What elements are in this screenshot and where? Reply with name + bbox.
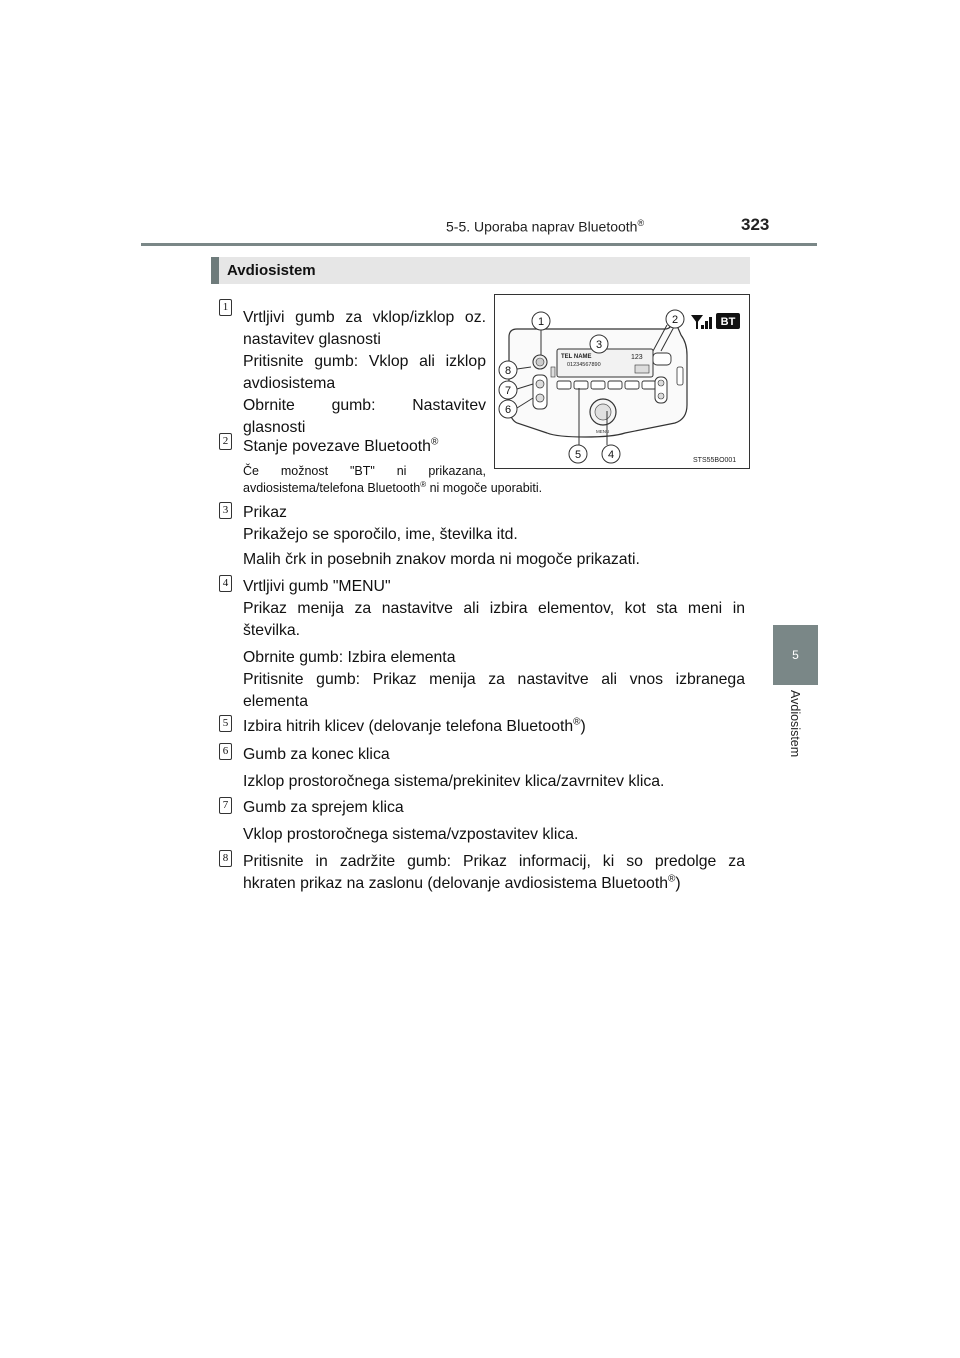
registered-mark: ® [420, 479, 427, 489]
item-1-line-6: glasnosti [243, 419, 306, 436]
item-4-title: Vrtljivi gumb "MENU" [243, 578, 391, 595]
item-5-title [243, 716, 586, 738]
preset-button-2 [574, 381, 588, 389]
preset-button-5 [625, 381, 639, 389]
registered-mark: ® [637, 218, 645, 228]
preset-button-4 [608, 381, 622, 389]
preset-button-1 [557, 381, 571, 389]
item-4-para2-line2: Pritisnite gumb: Prikaz menija za nastavitve ali vnos izbranega [243, 671, 745, 688]
preset-button-6 [642, 381, 656, 389]
item-1-line-4: avdiosistema [243, 375, 336, 392]
item-8-line-2 [243, 873, 681, 895]
header-section-text: 5-5. Uporaba naprav Bluetooth [446, 218, 638, 235]
menu-knob-center [595, 404, 611, 420]
bt-badge-text: BT [720, 316, 736, 328]
callout-3: 3 [595, 339, 603, 351]
antenna-stem-icon [696, 321, 698, 329]
item-2-note-text-b: ni mogoče uporabiti. [426, 481, 543, 495]
registered-mark: ® [668, 873, 676, 885]
item-8-line-2-text-a: hkraten prikaz na zaslonu (delovanje avdiosistema Bluetooth [243, 875, 669, 892]
item-number-8: 8 [219, 850, 232, 867]
item-2-note-text-a: avdiosistema/telefona Bluetooth [243, 481, 421, 495]
display-indicator [635, 365, 649, 373]
item-number-3: 3 [219, 502, 232, 519]
header-rule [141, 243, 817, 246]
preset-button-3 [591, 381, 605, 389]
item-3-line-2: Prikažejo se sporočilo, ime, številka itd. [243, 526, 518, 543]
display-line2: 01234567890 [567, 362, 601, 368]
item-4-para2-line1: Obrnite gumb: Izbira elementa [243, 649, 456, 666]
callout-8: 8 [504, 365, 512, 377]
signal-bar-3-icon [709, 317, 712, 329]
display-side-button [551, 367, 555, 377]
power-knob-center [536, 358, 544, 366]
item-2-title [243, 436, 438, 458]
registered-mark: ® [430, 436, 439, 448]
item-1-line-1: Vrtljivi gumb za vklop/izklop oz. [243, 309, 486, 326]
right-edge-slot [677, 367, 683, 385]
item-number-4: 4 [219, 575, 232, 592]
right-button-upper [658, 380, 664, 386]
item-3-title: Prikaz [243, 504, 287, 521]
callout-7: 7 [504, 385, 512, 397]
item-1-line-2: nastavitev glasnosti [243, 331, 381, 348]
audio-unit-illustration [495, 295, 749, 468]
item-7-detail: Vklop prostoročnega sistema/vzpostavitev klica. [243, 826, 579, 843]
menu-label: MENU [596, 429, 610, 434]
item-number-6: 6 [219, 743, 232, 760]
callout-5: 5 [574, 449, 582, 461]
signal-bar-2-icon [705, 321, 708, 329]
item-2-note-line-2 [243, 480, 542, 496]
item-4-para2-line3: elementa [243, 693, 308, 710]
hangup-button [536, 394, 544, 402]
item-8-line-1: Pritisnite in zadržite gumb: Prikaz informacij, ki so predolge za [243, 853, 745, 870]
page-number: 323 [741, 215, 770, 234]
item-8-line-2-text-b: ) [675, 875, 681, 892]
item-6-title: Gumb za konec klica [243, 746, 390, 763]
display-number: 123 [631, 354, 643, 361]
item-4-para1-line2: številka. [243, 622, 301, 639]
audio-unit-diagram [494, 294, 750, 469]
item-4-para1-line1: Prikaz menija za nastavitve ali izbira elementov, kot sta meni in [243, 600, 745, 617]
item-1-line-3: Pritisnite gumb: Vklop ali izklop [243, 353, 486, 370]
item-number-1: 1 [219, 299, 232, 316]
callout-4: 4 [607, 449, 615, 461]
callout-1: 1 [537, 316, 545, 328]
item-1-line-5: Obrnite gumb: Nastavitev [243, 397, 486, 414]
registered-mark: ® [573, 716, 581, 728]
callout-6: 6 [504, 404, 512, 416]
right-button-lower [658, 393, 664, 399]
item-3-line-3: Malih črk in posebnih znakov morda ni mogoče prikazati. [243, 551, 640, 568]
running-header-section [446, 218, 644, 235]
item-5-title-text-a: Izbira hitrih klicev (delovanje telefona Bluetooth [243, 718, 574, 735]
item-5-title-text-b: ) [580, 718, 586, 735]
item-7-title: Gumb za sprejem klica [243, 799, 404, 816]
display-line1: TEL NAME [561, 354, 592, 360]
signal-bar-1-icon [701, 325, 704, 329]
callout-2: 2 [671, 314, 679, 326]
right-top-button [653, 353, 671, 365]
item-number-7: 7 [219, 797, 232, 814]
item-2-title-text: Stanje povezave Bluetooth [243, 438, 431, 455]
diagram-code: STS55BO001 [693, 457, 737, 464]
chapter-tab: 5 [773, 625, 818, 685]
item-6-detail: Izklop prostoročnega sistema/prekinitev klica/zavrnitev klica. [243, 773, 665, 790]
section-title: Avdiosistem [211, 257, 750, 284]
bt-status-indicator [691, 313, 740, 329]
pickup-button [536, 380, 544, 388]
item-number-5: 5 [219, 715, 232, 732]
item-number-2: 2 [219, 433, 232, 450]
chapter-side-label-text: Avdiosistem [788, 690, 802, 758]
item-2-note-line-1: Če možnost "BT" ni prikazana, [243, 464, 486, 478]
